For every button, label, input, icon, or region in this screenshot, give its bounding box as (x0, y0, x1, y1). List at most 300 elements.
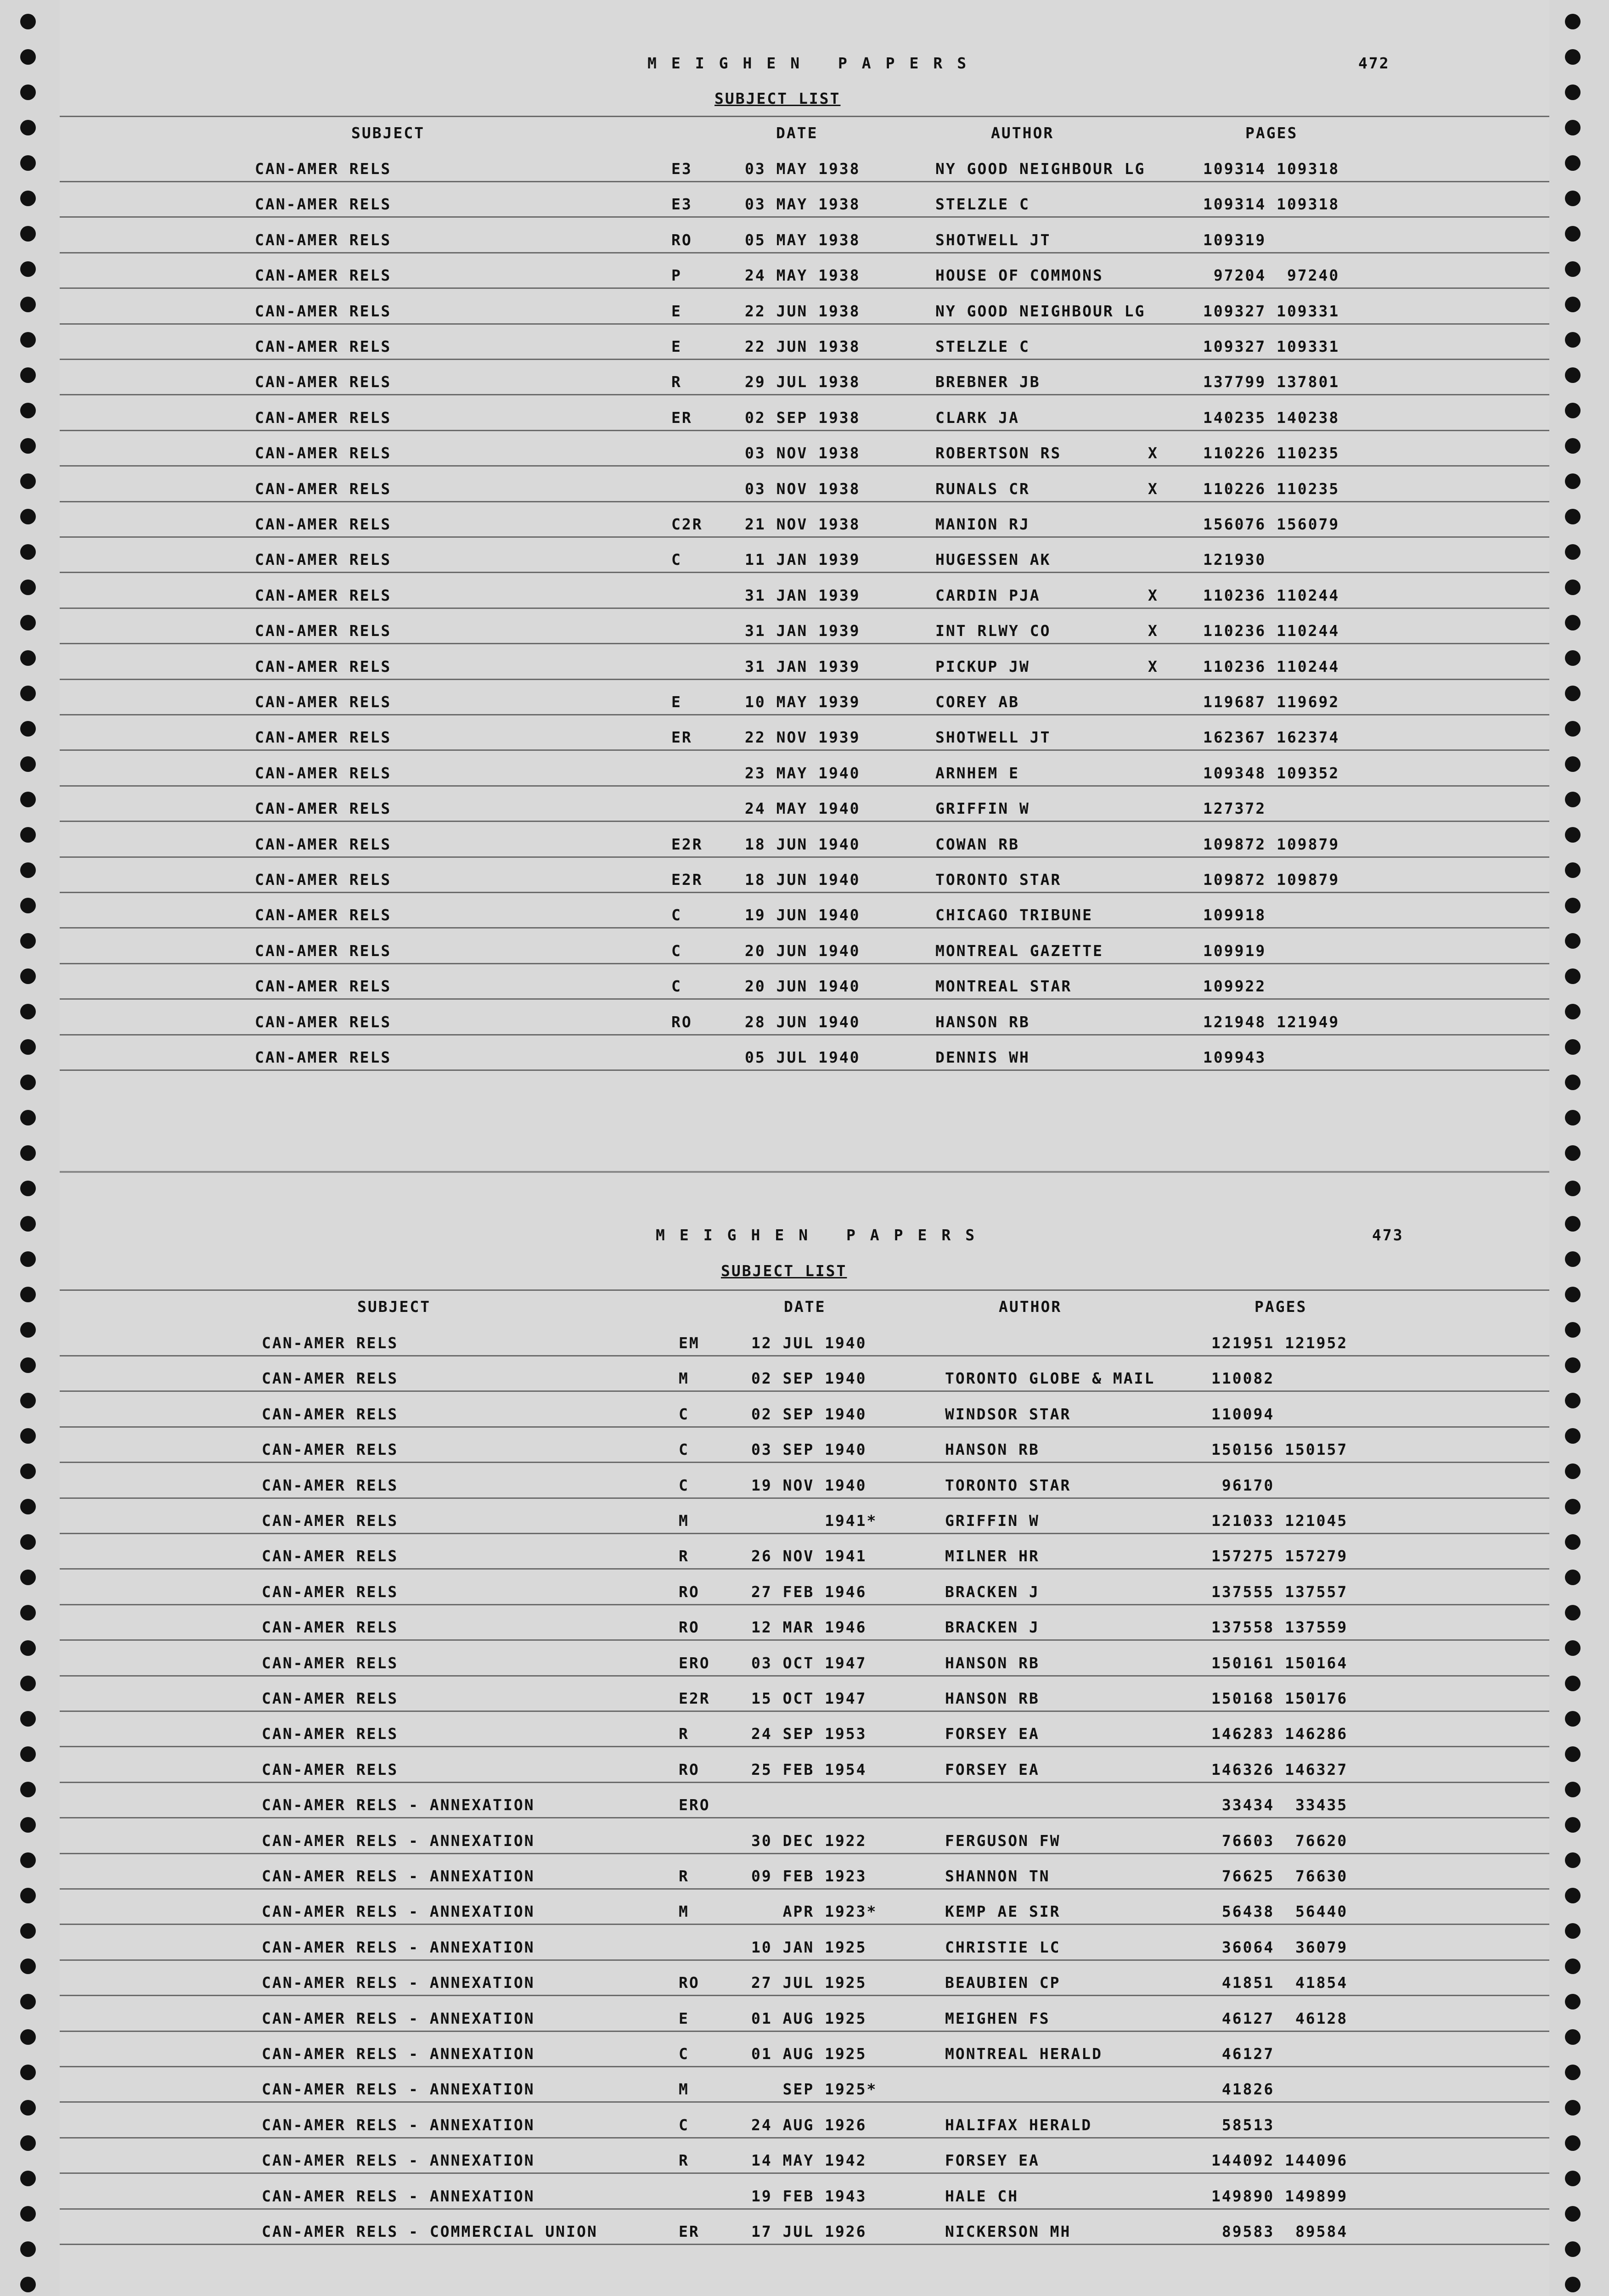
tractor-hole (20, 1782, 36, 1797)
row-date: 12 JUL 1940 (751, 1334, 867, 1352)
header-subject: SUBJECT (357, 1298, 431, 1316)
row-code: C (679, 1405, 689, 1423)
tractor-hole (1565, 1711, 1581, 1727)
row-pages: 109348 109352 (1203, 764, 1340, 782)
row-author: CHRISTIE LC (945, 1938, 1061, 1956)
row-pages: 110226 110235 (1203, 444, 1340, 462)
row-pages: 109943 (1203, 1048, 1266, 1066)
row-author: MILNER HR (945, 1547, 1040, 1565)
row-date: 27 JUL 1925 (751, 1974, 867, 1992)
row-rule (60, 927, 1549, 929)
row-rule (60, 394, 1549, 395)
row-pages: 109919 (1203, 942, 1266, 960)
row-date: 03 MAY 1938 (745, 195, 861, 213)
tractor-hole (20, 756, 36, 772)
tractor-hole (1565, 615, 1581, 630)
row-subject: CAN-AMER RELS (255, 1048, 392, 1066)
tractor-hole (1565, 1039, 1581, 1055)
row-subject: CAN-AMER RELS (255, 764, 392, 782)
row-author: SHOTWELL JT (935, 728, 1051, 746)
row-rule (60, 465, 1549, 467)
tractor-hole (1565, 1216, 1581, 1232)
row-subject: CAN-AMER RELS (255, 693, 392, 711)
row-subject: CAN-AMER RELS (255, 480, 392, 498)
tractor-hole (20, 1994, 36, 2009)
tractor-hole (20, 84, 36, 100)
row-date: 11 JAN 1939 (745, 551, 861, 568)
row-subject: CAN-AMER RELS (262, 1334, 399, 1352)
row-pages: 109319 (1203, 231, 1266, 249)
tractor-hole (20, 155, 36, 171)
row-rule (60, 1639, 1549, 1641)
row-subject: CAN-AMER RELS (255, 977, 392, 995)
row-pages: 137799 137801 (1203, 373, 1340, 391)
row-rule (60, 821, 1549, 822)
header-rule (60, 1289, 1549, 1291)
row-subject: CAN-AMER RELS (262, 1369, 399, 1387)
row-date: 10 JAN 1925 (751, 1938, 867, 1956)
row-pages: 97204 97240 (1203, 266, 1340, 284)
tractor-hole (1565, 650, 1581, 666)
row-pages: 76625 76630 (1211, 1867, 1348, 1885)
row-date: 14 MAY 1942 (751, 2151, 867, 2169)
row-rule (60, 1355, 1549, 1356)
row-rule (60, 1817, 1549, 1818)
row-date: 05 JUL 1940 (745, 1048, 861, 1066)
row-author: HANSON RB (945, 1689, 1040, 1707)
tractor-hole (20, 1888, 36, 1903)
tractor-hole (20, 1640, 36, 1656)
tractor-hole (1565, 1322, 1581, 1338)
tractor-hole (20, 1958, 36, 1974)
row-subject: CAN-AMER RELS (262, 1583, 399, 1601)
tractor-hole (20, 1428, 36, 1444)
tractor-hole (20, 1075, 36, 1090)
row-code: M (679, 1902, 689, 1920)
row-rule (60, 2101, 1549, 2103)
row-date: 24 AUG 1926 (751, 2116, 867, 2134)
tractor-hole (1565, 1746, 1581, 1762)
tractor-hole (1565, 1110, 1581, 1125)
row-subject: CAN-AMER RELS (255, 515, 392, 533)
row-date: 19 NOV 1940 (751, 1476, 867, 1494)
row-author: MANION RJ (935, 515, 1030, 533)
tractor-hole (20, 1923, 36, 1939)
row-date: 15 OCT 1947 (751, 1689, 867, 1707)
row-subject: CAN-AMER RELS - ANNEXATION (262, 1832, 535, 1850)
row-date: 22 JUN 1938 (745, 302, 861, 320)
row-subject: CAN-AMER RELS (262, 1547, 399, 1565)
row-subject: CAN-AMER RELS - ANNEXATION (262, 2116, 535, 2134)
row-date: 18 JUN 1940 (745, 835, 861, 853)
header-date: DATE (784, 1298, 826, 1316)
row-code: R (671, 373, 682, 391)
tractor-hole (1565, 792, 1581, 807)
tractor-hole (20, 1393, 36, 1408)
row-date: 22 NOV 1939 (745, 728, 861, 746)
tractor-hole (1565, 155, 1581, 171)
row-author: CARDIN PJA (935, 586, 1041, 604)
tractor-hole (20, 792, 36, 807)
row-author: HANSON RB (935, 1013, 1030, 1031)
row-subject: CAN-AMER RELS - ANNEXATION (262, 2009, 535, 2027)
tractor-hole (20, 438, 36, 454)
row-code: R (679, 2151, 689, 2169)
row-rule (60, 2244, 1549, 2245)
row-subject: CAN-AMER RELS (255, 835, 392, 853)
row-code: P (671, 266, 682, 284)
row-pages: 110082 (1211, 1369, 1275, 1387)
row-rule (60, 1497, 1549, 1499)
row-pages: 46127 46128 (1211, 2009, 1348, 2027)
row-code: ER (671, 409, 692, 427)
row-rule (60, 643, 1549, 644)
row-subject: CAN-AMER RELS (255, 160, 392, 178)
row-rule (60, 785, 1549, 787)
row-subject: CAN-AMER RELS (255, 409, 392, 427)
row-pages: 109327 109331 (1203, 302, 1340, 320)
tractor-hole (1565, 1852, 1581, 1868)
row-pages: 109872 109879 (1203, 871, 1340, 889)
row-rule (60, 963, 1549, 964)
row-subject: CAN-AMER RELS (262, 1441, 399, 1458)
row-pages: 150156 150157 (1211, 1441, 1348, 1458)
row-subject: CAN-AMER RELS (262, 1476, 399, 1494)
tractor-hole (1565, 1676, 1581, 1691)
row-pages: 149890 149899 (1211, 2187, 1348, 2205)
row-code: ERO (679, 1654, 710, 1672)
tractor-hole (1565, 544, 1581, 560)
row-author: BREBNER JB (935, 373, 1041, 391)
row-author: TORONTO STAR (935, 871, 1062, 889)
row-code: R (679, 1547, 689, 1565)
tractor-hole (1565, 827, 1581, 843)
tractor-hole (20, 1039, 36, 1055)
row-pages: 119687 119692 (1203, 693, 1340, 711)
row-code: C (671, 977, 682, 995)
row-pages: 140235 140238 (1203, 409, 1340, 427)
row-code: RO (679, 1618, 700, 1636)
row-pages: 137555 137557 (1211, 1583, 1348, 1601)
row-subject: CAN-AMER RELS (255, 444, 392, 462)
row-pages: 146283 146286 (1211, 1725, 1348, 1743)
tractor-hole (1565, 509, 1581, 524)
row-rule (60, 216, 1549, 218)
tractor-hole (20, 1251, 36, 1267)
row-date: 10 MAY 1939 (745, 693, 861, 711)
tractor-hole (1565, 1605, 1581, 1621)
header-subject: SUBJECT (351, 124, 425, 142)
row-pages: 41851 41854 (1211, 1974, 1348, 1992)
header-author: AUTHOR (999, 1298, 1062, 1316)
tractor-hole (1565, 2241, 1581, 2257)
row-subject: CAN-AMER RELS (262, 1512, 399, 1530)
row-rule (60, 1390, 1549, 1392)
row-author: HUGESSEN AK (935, 551, 1051, 568)
row-date: 12 MAR 1946 (751, 1618, 867, 1636)
row-subject: CAN-AMER RELS - ANNEXATION (262, 1974, 535, 1992)
row-subject: CAN-AMER RELS (255, 871, 392, 889)
row-pages: 162367 162374 (1203, 728, 1340, 746)
row-author: NICKERSON MH (945, 2223, 1071, 2240)
row-rule (60, 2031, 1549, 2032)
row-date: 29 JUL 1938 (745, 373, 861, 391)
row-date: 02 SEP 1938 (745, 409, 861, 427)
row-subject: CAN-AMER RELS (255, 231, 392, 249)
tractor-hole (1565, 473, 1581, 489)
row-subject: CAN-AMER RELS (262, 1654, 399, 1672)
row-author: DENNIS WH (935, 1048, 1030, 1066)
row-date: SEP 1925* (751, 2080, 878, 2098)
row-pages: 110236 110244 (1203, 586, 1340, 604)
row-subject: CAN-AMER RELS (255, 586, 392, 604)
row-pages: 137558 137559 (1211, 1618, 1348, 1636)
row-date: 03 NOV 1938 (745, 444, 861, 462)
row-code: E2R (671, 871, 703, 889)
row-pages: 109872 109879 (1203, 835, 1340, 853)
row-date: 24 SEP 1953 (751, 1725, 867, 1743)
row-code: E3 (671, 195, 692, 213)
row-rule (60, 1924, 1549, 1925)
row-code: C (679, 1476, 689, 1494)
row-rule (60, 2066, 1549, 2067)
row-date: 17 JUL 1926 (751, 2223, 867, 2240)
row-pages: 33434 33435 (1211, 1796, 1348, 1814)
row-author: TORONTO GLOBE & MAIL (945, 1369, 1155, 1387)
row-author: BRACKEN J (945, 1618, 1040, 1636)
row-pages: 110094 (1211, 1405, 1275, 1423)
row-code: M (679, 1512, 689, 1530)
row-author: FORSEY EA (945, 2151, 1040, 2169)
row-date: 24 MAY 1938 (745, 266, 861, 284)
tractor-hole (1565, 1534, 1581, 1550)
subject-list-heading: SUBJECT LIST (714, 90, 841, 107)
tractor-hole (1565, 1570, 1581, 1585)
row-date: 1941* (751, 1512, 878, 1530)
tractor-hole (20, 2241, 36, 2257)
header-author: AUTHOR (991, 124, 1054, 142)
tractor-hole (20, 367, 36, 383)
page-number: 472 (1358, 54, 1390, 72)
tractor-hole (20, 1322, 36, 1338)
row-subject: CAN-AMER RELS (255, 373, 392, 391)
tractor-hole (20, 332, 36, 348)
tractor-hole (1565, 297, 1581, 312)
row-pages: 36064 36079 (1211, 1938, 1348, 1956)
tractor-hole (1565, 2065, 1581, 2080)
row-date: 03 SEP 1940 (751, 1441, 867, 1458)
tractor-hole (1565, 756, 1581, 772)
row-date: 21 NOV 1938 (745, 515, 861, 533)
header-pages: PAGES (1245, 124, 1298, 142)
tractor-hole (1565, 580, 1581, 595)
page-number: 473 (1372, 1226, 1404, 1244)
row-author: COREY AB (935, 693, 1019, 711)
row-rule (60, 714, 1549, 715)
tractor-hole (1565, 898, 1581, 913)
row-subject: CAN-AMER RELS (262, 1761, 399, 1778)
row-code: RO (679, 1974, 700, 1992)
tractor-hole (20, 49, 36, 65)
row-date: 26 NOV 1941 (751, 1547, 867, 1565)
row-author: KEMP AE SIR (945, 1902, 1061, 1920)
row-subject: CAN-AMER RELS - ANNEXATION (262, 2151, 535, 2169)
tractor-hole (1565, 2135, 1581, 2151)
row-rule (60, 181, 1549, 182)
row-rule (60, 323, 1549, 325)
row-code: C (671, 551, 682, 568)
row-rule (60, 536, 1549, 538)
row-author: NY GOOD NEIGHBOUR LG (935, 160, 1146, 178)
tractor-hole (20, 1216, 36, 1232)
row-code: C (679, 2116, 689, 2134)
row-pages: 76603 76620 (1211, 1832, 1348, 1850)
tractor-hole (20, 473, 36, 489)
row-date: 02 SEP 1940 (751, 1369, 867, 1387)
row-date: 01 AUG 1925 (751, 2045, 867, 2063)
tractor-hole (20, 1817, 36, 1833)
row-subject: CAN-AMER RELS - COMMERCIAL UNION (262, 2223, 598, 2240)
row-author: HANSON RB (945, 1441, 1040, 1458)
row-rule (60, 1995, 1549, 1996)
row-subject: CAN-AMER RELS (255, 266, 392, 284)
row-pages: 146326 146327 (1211, 1761, 1348, 1778)
row-pages: 157275 157279 (1211, 1547, 1348, 1565)
row-pages: 109918 (1203, 906, 1266, 924)
row-author: CLARK JA (935, 409, 1019, 427)
row-subject: CAN-AMER RELS (255, 551, 392, 568)
row-subject: CAN-AMER RELS (262, 1725, 399, 1743)
row-pages: 109327 109331 (1203, 338, 1340, 355)
tractor-hole (20, 615, 36, 630)
row-date: 31 JAN 1939 (745, 586, 861, 604)
row-pages: 109314 109318 (1203, 195, 1340, 213)
tractor-hole (1565, 1463, 1581, 1479)
row-code: EM (679, 1334, 700, 1352)
tractor-hole (20, 968, 36, 984)
tractor-hole (1565, 862, 1581, 878)
tractor-hole (20, 1463, 36, 1479)
tractor-hole (1565, 721, 1581, 737)
row-rule (60, 856, 1549, 858)
row-code: C (679, 2045, 689, 2063)
row-author: SHOTWELL JT (935, 231, 1051, 249)
row-author: FERGUSON FW (945, 1832, 1061, 1850)
tractor-hole (1565, 2171, 1581, 2186)
row-rule (60, 1604, 1549, 1605)
row-code: E (679, 2009, 689, 2027)
tractor-hole (20, 1181, 36, 1196)
tractor-hole (1565, 1393, 1581, 1408)
row-author: HALE CH (945, 2187, 1019, 2205)
row-author: BRACKEN J (945, 1583, 1040, 1601)
tractor-hole (1565, 261, 1581, 277)
row-rule (60, 359, 1549, 360)
row-subject: CAN-AMER RELS - ANNEXATION (262, 2187, 535, 2205)
tractor-hole (20, 2135, 36, 2151)
tractor-hole (20, 403, 36, 418)
tractor-hole (20, 898, 36, 913)
row-rule (60, 1853, 1549, 1854)
row-code: ER (671, 728, 692, 746)
tractor-hole (1565, 1958, 1581, 1974)
row-code: M (679, 1369, 689, 1387)
row-rule (60, 1426, 1549, 1428)
row-rule (60, 2172, 1549, 2174)
row-date: 20 JUN 1940 (745, 977, 861, 995)
tractor-hole (20, 509, 36, 524)
row-author: MONTREAL HERALD (945, 2045, 1103, 2063)
tractor-hole (20, 580, 36, 595)
row-rule (60, 1462, 1549, 1463)
tractor-hole (1565, 1251, 1581, 1267)
row-subject: CAN-AMER RELS (255, 1013, 392, 1031)
row-rule (60, 252, 1549, 253)
row-code: E2R (679, 1689, 710, 1707)
tractor-hole (1565, 933, 1581, 949)
tractor-hole (1565, 968, 1581, 984)
tractor-hole (20, 191, 36, 206)
row-author: ARNHEM E (935, 764, 1019, 782)
tractor-hole (20, 721, 36, 737)
row-rule (60, 1888, 1549, 1890)
subject-list-heading: SUBJECT LIST (721, 1262, 847, 1280)
header-date: DATE (776, 124, 818, 142)
tractor-hole (1565, 2206, 1581, 2222)
tractor-hole (20, 120, 36, 135)
tractor-hole (20, 2065, 36, 2080)
row-rule (60, 1034, 1549, 1035)
tractor-hole (1565, 332, 1581, 348)
row-flag: X (1148, 658, 1159, 675)
row-code: C (679, 1441, 689, 1458)
row-rule (60, 1782, 1549, 1783)
row-subject: CAN-AMER RELS (255, 799, 392, 817)
tractor-hole (1565, 1357, 1581, 1373)
tractor-hole (20, 1499, 36, 1514)
row-code: E (671, 302, 682, 320)
row-date: 20 JUN 1940 (745, 942, 861, 960)
tractor-hole (1565, 1145, 1581, 1161)
tractor-hole (1565, 686, 1581, 701)
row-rule (60, 892, 1549, 893)
row-author: BEAUBIEN CP (945, 1974, 1061, 1992)
row-pages: 110236 110244 (1203, 622, 1340, 640)
tractor-hole (1565, 1640, 1581, 1656)
row-date: 05 MAY 1938 (745, 231, 861, 249)
row-subject: CAN-AMER RELS - ANNEXATION (262, 2045, 535, 2063)
row-author: GRIFFIN W (945, 1512, 1040, 1530)
tractor-hole (20, 862, 36, 878)
tractor-hole (20, 1852, 36, 1868)
tractor-hole (20, 261, 36, 277)
row-date: 19 JUN 1940 (745, 906, 861, 924)
header-pages: PAGES (1255, 1298, 1307, 1316)
row-code: RO (671, 1013, 692, 1031)
row-rule (60, 430, 1549, 431)
tractor-hole (1565, 1817, 1581, 1833)
tractor-hole (1565, 1782, 1581, 1797)
row-date: 01 AUG 1925 (751, 2009, 867, 2027)
row-author: SHANNON TN (945, 1867, 1050, 1885)
tractor-hole (20, 1570, 36, 1585)
row-flag: X (1148, 586, 1159, 604)
row-rule (60, 2208, 1549, 2210)
tractor-hole (1565, 1287, 1581, 1302)
row-pages: 56438 56440 (1211, 1902, 1348, 1920)
tractor-hole (1565, 49, 1581, 65)
row-code: RO (671, 231, 692, 249)
